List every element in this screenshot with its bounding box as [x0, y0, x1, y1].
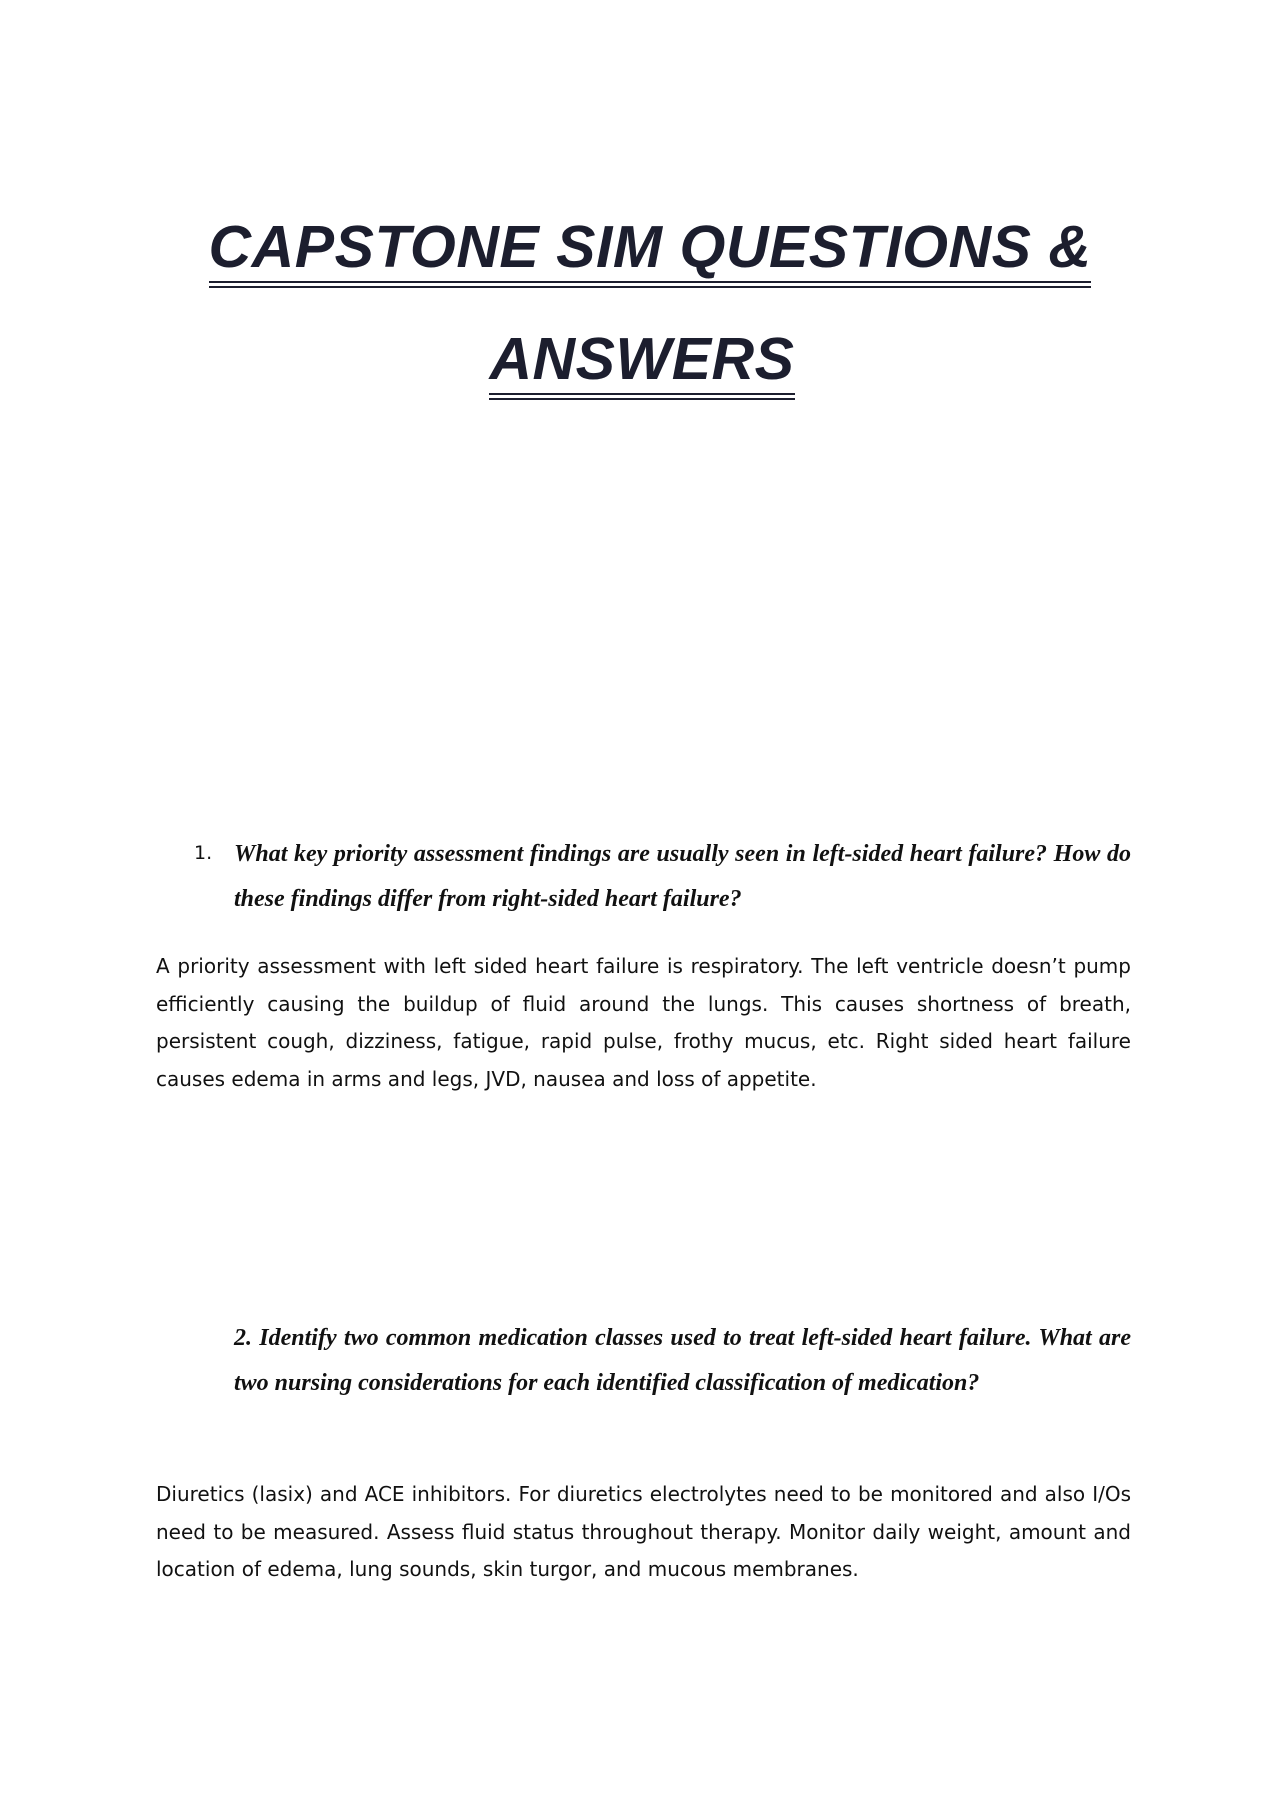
document-title-line-2: [2, 326, 1280, 400]
answer-2: Diuretics (lasix) and ACE inhibitors. For diuretics electrolytes need to be monitored and also I/Os need to be measured. Assess fluid status throughout therapy. Monitor daily weight, amount and location of edema, lung sounds, skin turgor, and mucous membranes.: [156, 1482, 1131, 1581]
question-1: What key priority assessment findings are usually seen in left-sided heart failure? How do these findings differ from right-sided heart failure?: [234, 841, 1131, 912]
answer-1: A priority assessment with left sided heart failure is respiratory. The left ventricle doesn’t pump efficiently causing the buildup of fluid around the lungs. This causes shortness of breath, persistent cough, dizziness, fatigue, rapid pulse, frothy mucus, etc. Right sided heart failure causes edema in arms and legs, JVD, nausea and loss of appetite.: [156, 954, 1131, 1091]
document-title-line-1: [10, 214, 1280, 288]
question-2: 2. Identify two common medication classes used to treat left-sided heart failure. What are two nursing considerations for each identified classification of medication?: [234, 1325, 1131, 1396]
title-text-1: CAPSTONE SIM QUESTIONS &: [209, 218, 1092, 288]
question-1-number: 1.: [194, 842, 213, 864]
title-text-2: ANSWERS: [489, 330, 794, 400]
